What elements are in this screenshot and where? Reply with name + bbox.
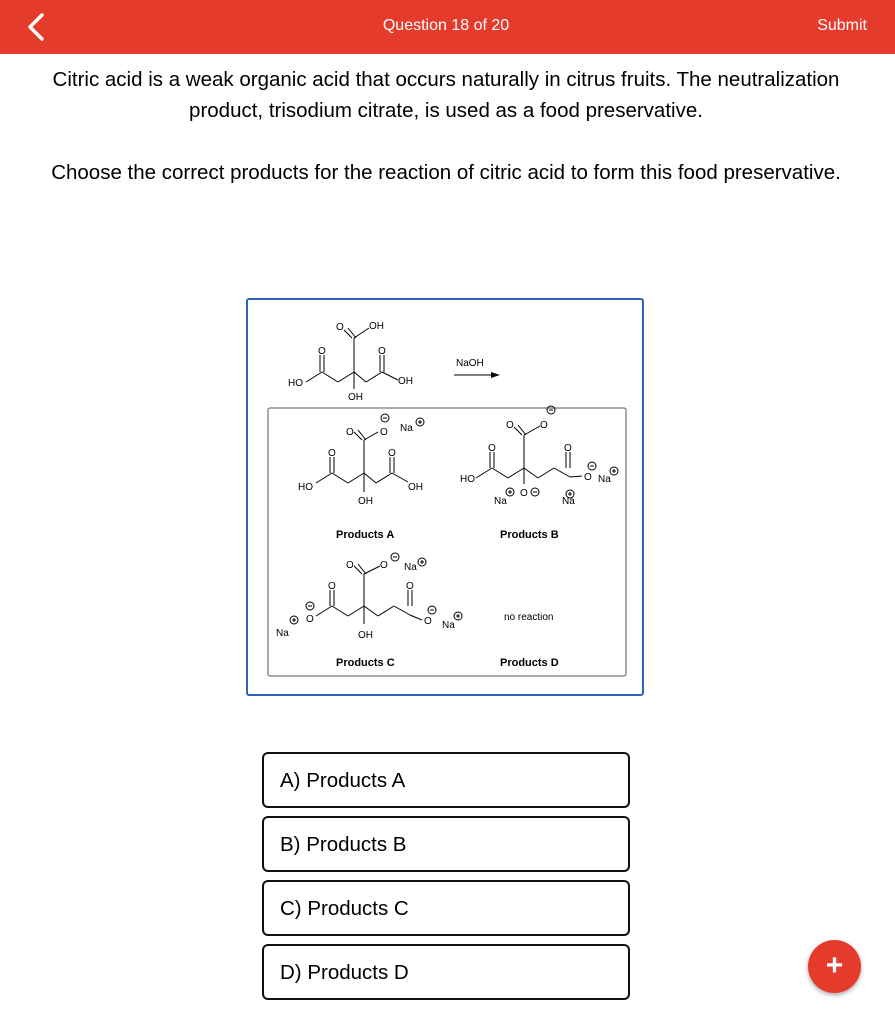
atom-label: O [328,448,336,459]
atom-label: O [406,581,414,592]
atom-label: O [584,472,592,483]
products-b-label: Products B [500,529,559,541]
atom-label: OH [348,392,363,403]
atom-label: Na [400,423,413,434]
products-d-structure [500,612,559,669]
atom-label: O [328,581,336,592]
products-c-label: Products C [336,657,395,669]
reaction-figure [246,298,644,696]
atom-label: O [540,420,548,431]
choice-a-button[interactable] [262,752,630,808]
reaction-scheme [248,300,642,694]
atom-label: HO [460,474,475,485]
atom-label: HO [298,482,313,493]
choice-b-label: B) Products B [280,833,407,856]
question-intro: Citric acid is a weak organic acid that occurs naturally in citrus fruits. The neutralization product, trisodium citrate, is used as a food preservative. [52,68,840,122]
products-b-structure [460,406,618,541]
atom-label: Na [276,628,289,639]
atom-label: Na [404,562,417,573]
atom-label: O [380,560,388,571]
question-prompt: Choose the correct products for the reaction of citric acid to form this food preservative. [51,161,841,184]
atom-label: O [424,616,432,627]
choice-c-label: C) Products C [280,897,409,920]
atom-label: O [520,488,528,499]
choice-d-button[interactable] [262,944,630,1000]
products-panel [268,408,626,676]
top-bar [0,0,895,54]
atom-label: O [388,448,396,459]
choice-d-label: D) Products D [280,961,409,984]
atom-label: O [318,346,326,357]
choice-c-button[interactable] [262,880,630,936]
atom-label: O [346,560,354,571]
atom-label: Na [598,474,611,485]
atom-label: OH [398,376,413,387]
atom-label: O [506,420,514,431]
atom-label: Na [494,496,507,507]
atom-label: O [378,346,386,357]
question-counter: Question 18 of 20 [382,17,510,34]
atom-label: O [564,443,572,454]
products-d-label: Products D [500,657,559,669]
add-fab-button[interactable]: + [808,940,861,993]
no-reaction-text: no reaction [504,612,554,623]
atom-label: OH [358,496,373,507]
atom-label: OH [358,630,373,641]
products-a-structure [298,414,424,541]
choice-b-button[interactable] [262,816,630,872]
atom-label: O [488,443,496,454]
products-c-structure [276,553,462,669]
reaction-arrow [454,358,500,378]
atom-label: Na [562,496,575,507]
atom-label: O [380,427,388,438]
atom-label: O [306,614,314,625]
atom-label: OH [369,321,384,332]
atom-label: HO [288,378,303,389]
products-a-label: Products A [336,529,395,541]
atom-label: O [336,322,344,333]
atom-label: OH [408,482,423,493]
choice-a-label: A) Products A [280,769,406,792]
atom-label: Na [442,620,455,631]
citric-acid-structure [288,321,413,403]
atom-label: O [346,427,354,438]
reagent-label: NaOH [456,358,484,369]
submit-button[interactable]: Submit [817,17,867,34]
